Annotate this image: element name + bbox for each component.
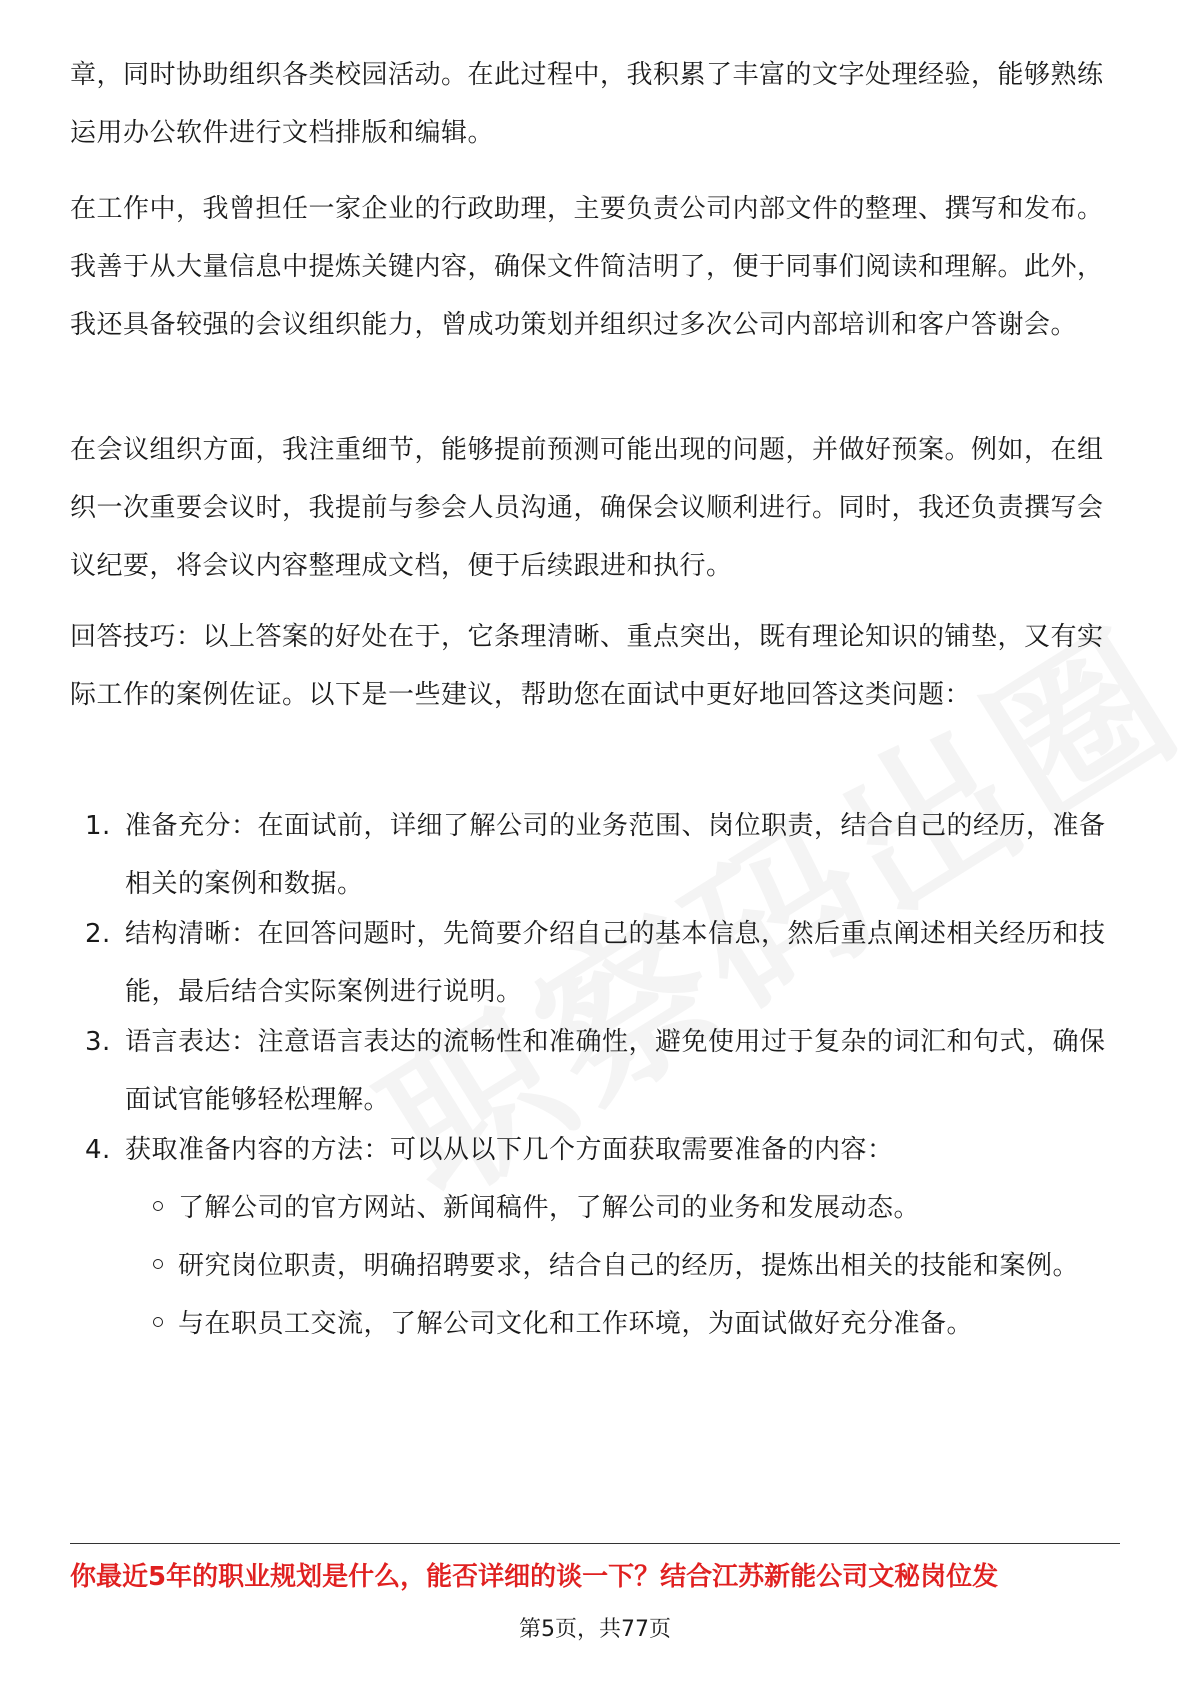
tip-item <box>70 797 1120 913</box>
sub-item-text: 与在职员工交流，了解公司文化和工作环境，为面试做好充分准备。 <box>178 1309 974 1339</box>
sub-list <box>70 1179 1120 1353</box>
page-number: 第5页，共77页 <box>519 1617 671 1642</box>
circle-bullet-icon <box>153 1317 163 1327</box>
tip-text: 结构清晰：在回答问题时，先简要介绍自己的基本信息，然后重点阐述相关经历和技能，最后结合实际案例进行说明。 <box>125 919 1106 1007</box>
circle-bullet-icon <box>153 1259 163 1269</box>
sub-list-item <box>125 1179 1120 1237</box>
sub-item-text: 了解公司的官方网站、新闻稿件，了解公司的业务和发展动态。 <box>178 1193 921 1223</box>
sub-item-text: 研究岗位职责，明确招聘要求，结合自己的经历，提炼出相关的技能和案例。 <box>178 1251 1080 1281</box>
tip-item <box>70 1121 1120 1353</box>
tip-text: 准备充分：在面试前，详细了解公司的业务范围、岗位职责，结合自己的经历，准备相关的案例和数据。 <box>125 811 1106 899</box>
next-question-heading: 你最近5年的职业规划是什么，能否详细的谈一下？结合江苏新能公司文秘岗位发 <box>70 1562 999 1592</box>
circle-bullet-icon <box>153 1201 163 1211</box>
list-number: 3. <box>85 1027 111 1057</box>
tips-list <box>70 797 1120 1353</box>
section-divider <box>70 1543 1120 1544</box>
list-number: 1. <box>85 811 111 841</box>
paragraph-answer-tips: 回答技巧：以上答案的好处在于，它条理清晰、重点突出，既有理论知识的铺垫，又有实际工作的案例佐证。以下是一些建议，帮助您在面试中更好地回答这类问题： <box>70 622 1104 710</box>
list-number: 2. <box>85 919 111 949</box>
tip-text: 获取准备内容的方法：可以从以下几个方面获取需要准备的内容： <box>125 1135 894 1165</box>
list-number: 4. <box>85 1135 111 1165</box>
paragraph-2: 在工作中，我曾担任一家企业的行政助理，主要负责公司内部文件的整理、撰写和发布。我善于从大量信息中提炼关键内容，确保文件简洁明了，便于同事们阅读和理解。此外，我还具备较强的会议组织能力，曾成功策划并组织过多次公司内部培训和客户答谢会。 <box>70 194 1104 340</box>
tip-text: 语言表达：注意语言表达的流畅性和准确性，避免使用过于复杂的词汇和句式，确保面试官能够轻松理解。 <box>125 1027 1106 1115</box>
tip-item <box>70 1013 1120 1129</box>
tip-item <box>70 905 1120 1021</box>
sub-list-item <box>125 1295 1120 1353</box>
paragraph-3: 在会议组织方面，我注重细节，能够提前预测可能出现的问题，并做好预案。例如，在组织一次重要会议时，我提前与参会人员沟通，确保会议顺利进行。同时，我还负责撰写会议纪要，将会议内容整理成文档，便于后续跟进和执行。 <box>70 435 1104 581</box>
sub-list-item <box>125 1237 1120 1295</box>
paragraph-1: 章，同时协助组织各类校园活动。在此过程中，我积累了丰富的文字处理经验，能够熟练运用办公软件进行文档排版和编辑。 <box>70 60 1104 148</box>
